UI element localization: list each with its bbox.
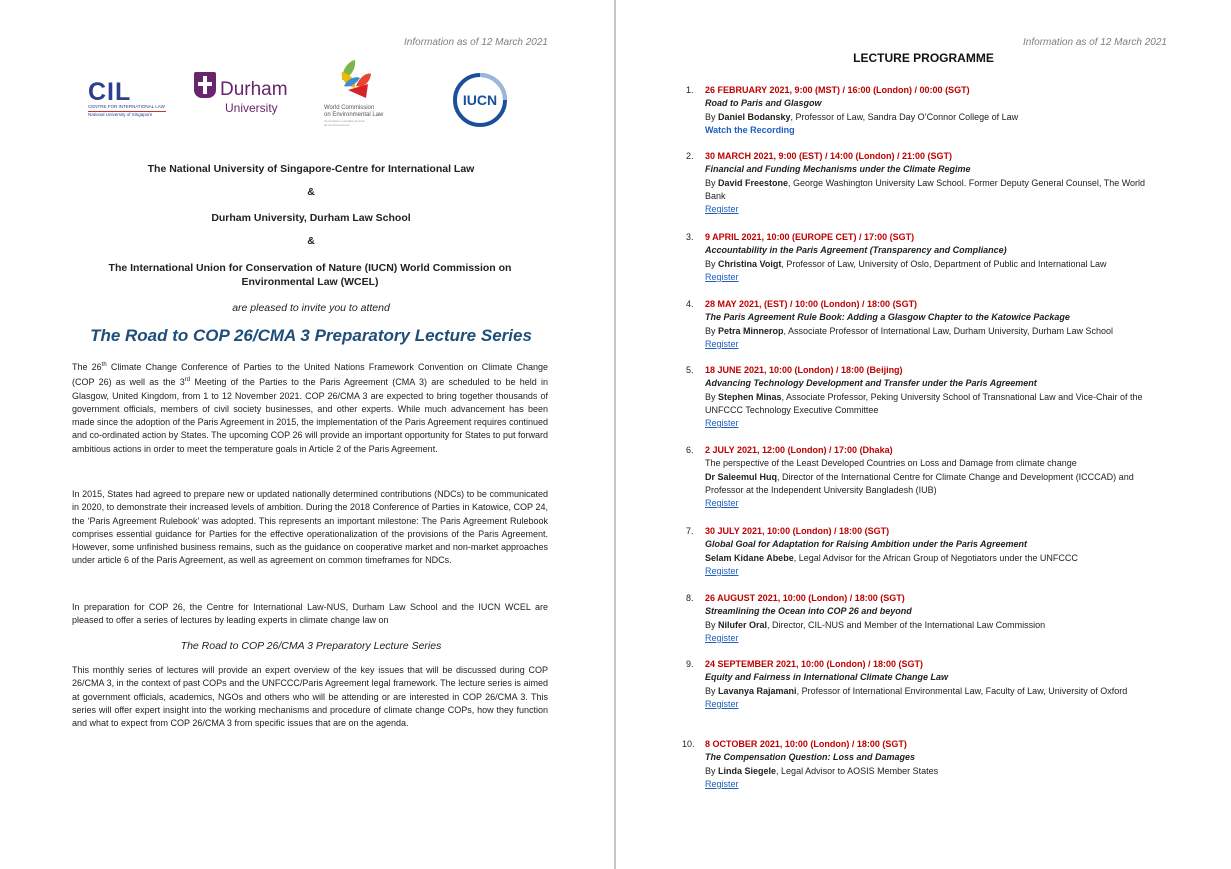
lecture-item: 9. 24 SEPTEMBER 2021, 10:00 (London) / 18:00 (SGT) Equity and Fairness in International Climate Change Law By Lavanya Rajamani, Professor of International Environmental Law, Faculty of Law, University of Oxford Register <box>686 658 1166 711</box>
lecture-item: 3. 9 APRIL 2021, 10:00 (EUROPE CET) / 17:00 (SGT) Accountability in the Paris Agreement (Transparency and Compliance) By Christina Voigt, Professor of Law, University of Oslo, Department of Public and International Law Register <box>686 231 1166 284</box>
durham-crest-icon <box>194 72 216 98</box>
preparation-paragraph: In preparation for COP 26, the Centre for International Law-NUS, Durham Law School and the IUCN WCEL are pleased to offer a series of lectures by leading experts in climate change law on <box>72 602 548 626</box>
lecture-title: Equity and Fairness in International Climate Change Law <box>705 672 949 683</box>
cil-logo-line2: National University of Singapore <box>88 112 153 117</box>
lecture-speaker: Dr Saleemul Huq, Director of the International Centre for Climate Change and Development (ICCCAD) and Professor at the Independent University Bangladesh (IUB) <box>705 471 1134 495</box>
org-nus: The National University of Singapore-Centre for International Law <box>147 163 475 175</box>
ndc-paragraph: In 2015, States had agreed to prepare new or updated nationally determined contributions (NDCs) to be communicated in 2020, to demonstrate their increased levels of ambition. During the 2018 Conference of Parties in Katowice, COP 24, the ‘Paris Agreement Rulebook’ was adopted. This represents an important milestone: The Paris Agreement Rulebook comprises essential guidance for Parties for the effective operationalization of the provisions of the Paris Agreement. However, some unfinished business remains, such as the guidance on cooperative market and non-market approaches under article 6 of the Paris Agreement, as well as agreement on common timeframes for NDCs. <box>72 489 548 566</box>
lecture-date: 28 MAY 2021, (EST) / 10:00 (London) / 18:00 (SGT) <box>705 299 918 309</box>
lecture-item: 1. 26 FEBRUARY 2021, 9:00 (MST) / 16:00 (London) / 00:00 (SGT) Road to Paris and Glasgow By Daniel Bodansky, Professor of Law, Sandra Day O’Connor College of Law Watch the Recording <box>686 84 1166 137</box>
register-link[interactable]: Register <box>705 698 739 709</box>
lecture-date: 24 SEPTEMBER 2021, 10:00 (London) / 18:00 (SGT) <box>705 659 924 669</box>
lecture-title: Financial and Funding Mechanisms under the Climate Regime <box>705 164 971 175</box>
wcel-leaf-icon <box>338 58 372 102</box>
right-page <box>616 0 1231 869</box>
wcel-logo <box>324 58 404 130</box>
lecture-speaker: By Stephen Minas, Associate Professor, Peking University School of Transnational Law and Vice-Chair of the UNFCCC Technology Executive Committee <box>705 391 1143 415</box>
lecture-title: The Paris Agreement Rule Book: Adding a Glasgow Chapter to the Katowice Package <box>705 312 1070 323</box>
cil-logo-line1: CENTRE FOR INTERNATIONAL LAW <box>88 104 165 109</box>
info-date: Information as of 12 March 2021 <box>404 37 548 48</box>
wcel-logo-text: World Commission on Environmental Law Commission mondiale du droit de l'environnement <box>324 105 384 127</box>
register-link[interactable]: Register <box>705 338 739 349</box>
lecture-title: The perspective of the Least Developed Countries on Loss and Damage from climate change <box>705 458 1077 469</box>
intro-paragraph: The 26th Climate Change Conference of Parties to the United Nations Framework Convention on Climate Change (COP 26) as well as the 3rd Meeting of the Parties to the Paris Agreement (CMA 3) are scheduled to be held in Glasgow, United Kingdom, from 1 to 12 November 2021. COP 26/CMA 3 are expected to bring together thousands of government officials, members of civil society businesses, and other experts. While much advancement has been made since the adoption of the Paris Agreement in 2015, the implementation of the Paris Agreement requires continued and co-ordinated action by States. The upcoming COP 26 will provide an important opportunity for States to put forward ambitious actions in order to meet the temperature goals in Article 2 of the Paris Agreement. <box>72 362 548 454</box>
lecture-item: 7. 30 JULY 2021, 10:00 (London) / 18:00 (SGT) Global Goal for Adaptation for Raising Ambition under the Paris Agreement Selam Kidane Abebe, Legal Advisor for the African Group of Negotiators under the UNFCCC Register <box>686 525 1166 578</box>
cil-logo <box>88 80 170 118</box>
invite-line: are pleased to invite you to attend <box>232 302 390 314</box>
durham-logo <box>194 72 306 120</box>
lecture-date: 9 APRIL 2021, 10:00 (EUROPE CET) / 17:00 (SGT) <box>705 232 915 242</box>
register-link[interactable]: Register <box>705 632 739 643</box>
logo-row <box>88 58 528 130</box>
lecture-speaker: By Linda Siegele, Legal Advisor to AOSIS Member States <box>705 765 939 776</box>
left-page <box>0 0 614 869</box>
lecture-title: Advancing Technology Development and Transfer under the Paris Agreement <box>705 378 1037 389</box>
register-link[interactable]: Register <box>705 498 739 509</box>
lecture-speaker: By Lavanya Rajamani, Professor of International Environmental Law, Faculty of Law, University of Oxford <box>705 685 1128 696</box>
lecture-speaker: By David Freestone, George Washington University Law School. Former Deputy General Counsel, The World Bank <box>705 177 1146 201</box>
register-link[interactable]: Register <box>705 271 739 282</box>
series-title: The Road to COP 26/CMA 3 Preparatory Lecture Series <box>90 326 532 345</box>
org-durham: Durham University, Durham Law School <box>211 212 411 224</box>
lecture-item: 6. 2 JULY 2021, 12:00 (London) / 17:00 (Dhaka) The perspective of the Least Developed Countries on Loss and Damage from climate change Dr Saleemul Huq, Director of the International Centre for Climate Change and Development (ICCCAD) and Professor at the Independent University Bangladesh (IUB) Register <box>686 444 1166 510</box>
series-title-italic: The Road to COP 26/CMA 3 Preparatory Lecture Series <box>180 640 442 652</box>
watch-recording-link[interactable]: Watch the Recording <box>705 124 795 135</box>
lecture-speaker: By Petra Minnerop, Associate Professor of International Law, Durham University, Durham Law School <box>705 325 1114 336</box>
lecture-title: Streamlining the Ocean into COP 26 and beyond <box>705 606 912 617</box>
lecture-item: 2. 30 MARCH 2021, 9:00 (EST) / 14:00 (London) / 21:00 (SGT) Financial and Funding Mechanisms under the Climate Regime By David Freestone, George Washington University Law School. Former Deputy General Counsel, The World Bank Register <box>686 150 1166 216</box>
lecture-date: 30 JULY 2021, 10:00 (London) / 18:00 (SGT) <box>705 526 890 536</box>
lecture-title: Global Goal for Adaptation for Raising Ambition under the Paris Agreement <box>705 539 1028 550</box>
lecture-date: 30 MARCH 2021, 9:00 (EST) / 14:00 (London) / 21:00 (SGT) <box>705 151 953 161</box>
lecture-speaker: Selam Kidane Abebe, Legal Advisor for the African Group of Negotiators under the UNFCCC <box>705 552 1078 563</box>
lecture-date: 18 JUNE 2021, 10:00 (London) / 18:00 (Beijing) <box>705 365 903 375</box>
ampersand-2: & <box>307 235 315 247</box>
info-date-right: Information as of 12 March 2021 <box>1023 37 1167 48</box>
lecture-speaker: By Christina Voigt, Professor of Law, University of Oslo, Department of Public and International Law <box>705 258 1107 269</box>
durham-logo-sub: University <box>225 101 278 115</box>
programme-title: LECTURE PROGRAMME <box>853 51 994 65</box>
register-link[interactable]: Register <box>705 565 739 576</box>
lecture-title: Road to Paris and Glasgow <box>705 98 822 109</box>
lecture-item: 4. 28 MAY 2021, (EST) / 10:00 (London) / 18:00 (SGT) The Paris Agreement Rule Book: Adding a Glasgow Chapter to the Katowice Package By Petra Minnerop, Associate Professor of International Law, Durham University, Durham Law School Register <box>686 298 1166 351</box>
lecture-title: Accountability in the Paris Agreement (Transparency and Compliance) <box>705 245 1007 256</box>
lecture-speaker: By Daniel Bodansky, Professor of Law, Sandra Day O’Connor College of Law <box>705 111 1019 122</box>
lecture-date: 8 OCTOBER 2021, 10:00 (London) / 18:00 (SGT) <box>705 739 907 749</box>
lecture-date: 2 JULY 2021, 12:00 (London) / 17:00 (Dhaka) <box>705 445 893 455</box>
iucn-logo-text: IUCN <box>462 92 498 108</box>
ampersand-1: & <box>307 186 315 198</box>
register-link[interactable]: Register <box>705 418 739 429</box>
lecture-date: 26 FEBRUARY 2021, 9:00 (MST) / 16:00 (London) / 00:00 (SGT) <box>705 85 970 95</box>
lecture-item: 10. 8 OCTOBER 2021, 10:00 (London) / 18:00 (SGT) The Compensation Question: Loss and Damages By Linda Siegele, Legal Advisor to AOSIS Member States Register <box>686 738 1166 791</box>
overview-paragraph: This monthly series of lectures will provide an expert overview of the key issues that will be discussed during COP 26/CMA 3, in the context of past COPs and the UNFCCC/Paris Agreement legal framework. The lecture series is aimed at government officials, academics, NGOs and others who will be attending or are interested in COP 26/CMA 3. This series will offer expert insight into the working mechanisms and procedure of climate change COPs, how they function and what to expect from COP 26/CMA 3 from specific issues that are on the agenda. <box>72 665 548 729</box>
durham-logo-name: Durham <box>220 79 288 100</box>
iucn-logo <box>452 72 508 128</box>
org-iucn: The International Union for Conservation of Nature (IUCN) World Commission on Environmental Law (WCEL) <box>108 262 512 288</box>
cil-logo-word: CIL <box>88 78 132 106</box>
lecture-title: The Compensation Question: Loss and Damages <box>705 752 916 763</box>
lecture-item: 5. 18 JUNE 2021, 10:00 (London) / 18:00 (Beijing) Advancing Technology Development and Transfer under the Paris Agreement By Stephen Minas, Associate Professor, Peking University School of Transnational Law and Vice-Chair of the UNFCCC Technology Executive Committee Register <box>686 364 1166 430</box>
register-link[interactable]: Register <box>705 778 739 789</box>
lecture-speaker: By Nilufer Oral, Director, CIL-NUS and Member of the International Law Commission <box>705 619 1046 630</box>
lecture-item: 8. 26 AUGUST 2021, 10:00 (London) / 18:00 (SGT) Streamlining the Ocean into COP 26 and beyond By Nilufer Oral, Director, CIL-NUS and Member of the International Law Commission Register <box>686 592 1166 645</box>
register-link[interactable]: Register <box>705 204 739 215</box>
lecture-date: 26 AUGUST 2021, 10:00 (London) / 18:00 (SGT) <box>705 593 905 603</box>
